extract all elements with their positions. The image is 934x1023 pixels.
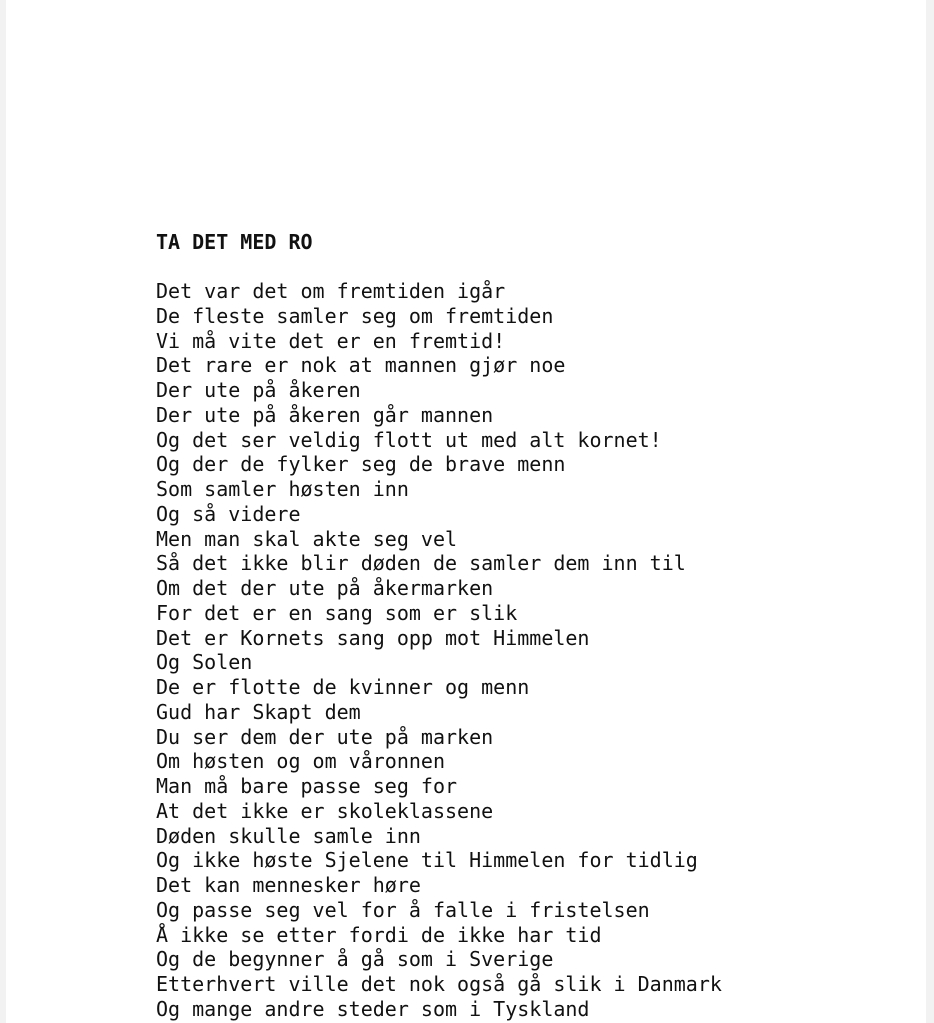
poem-line: Og så videre [156, 501, 301, 526]
poem-line: Om det der ute på åkermarken [156, 576, 494, 600]
poem-line: Og passe seg vel for å falle i fristelsen [156, 897, 650, 922]
poem-line: Der ute på åkeren går mannen [156, 402, 494, 427]
poem-line: Og mange andre steder som i Tyskland [156, 996, 590, 1021]
poem-line: Vi må vite det er en fremtid! [156, 328, 506, 353]
poem-line: Det er Kornets sang opp mot Himmelen [156, 625, 590, 650]
poem-line: Så det ikke blir døden de samler dem inn til [156, 551, 686, 576]
poem-title: TA DET MED RO [156, 230, 313, 254]
poem-line: Og Solen [156, 650, 253, 675]
poem-line: Som samler høsten inn [156, 477, 409, 501]
poem-line: Det rare er nok at mannen gjør noe [156, 353, 566, 378]
poem-line: Og der de fylker seg de brave menn [156, 452, 566, 477]
poem-line: Og det ser veldig flott ut med alt kornet! [156, 427, 662, 452]
poem-line: Gud har Skapt dem [156, 699, 361, 724]
poem [156, 229, 722, 1022]
document-page [6, 0, 926, 1023]
poem-line: Etterhvert ville det nok også gå slik i Danmark [156, 972, 722, 996]
poem-line: Døden skulle samle inn [156, 823, 421, 848]
poem-line: De er flotte de kvinner og menn [156, 675, 530, 699]
poem-line: Om høsten og om våronnen [156, 749, 445, 774]
poem-line: Du ser dem der ute på marken [156, 724, 494, 749]
poem-line: Men man skal akte seg vel [156, 526, 458, 551]
poem-line: Og ikke høste Sjelene til Himmelen for tidlig [156, 848, 698, 873]
poem-line: Å ikke se etter fordi de ikke har tid [156, 922, 602, 947]
poem-lines [156, 279, 722, 1022]
poem-line: Det kan mennesker høre [156, 873, 421, 897]
poem-line: At det ikke er skoleklassene [156, 798, 494, 823]
poem-line: Der ute på åkeren [156, 378, 361, 402]
poem-line: Og de begynner å gå som i Sverige [156, 947, 554, 972]
poem-line: De fleste samler seg om fremtiden [156, 303, 554, 328]
poem-line: Man må bare passe seg for [156, 774, 458, 798]
poem-line: Det var det om fremtiden igår [156, 279, 506, 303]
poem-line: For det er en sang som er slik [156, 600, 518, 625]
